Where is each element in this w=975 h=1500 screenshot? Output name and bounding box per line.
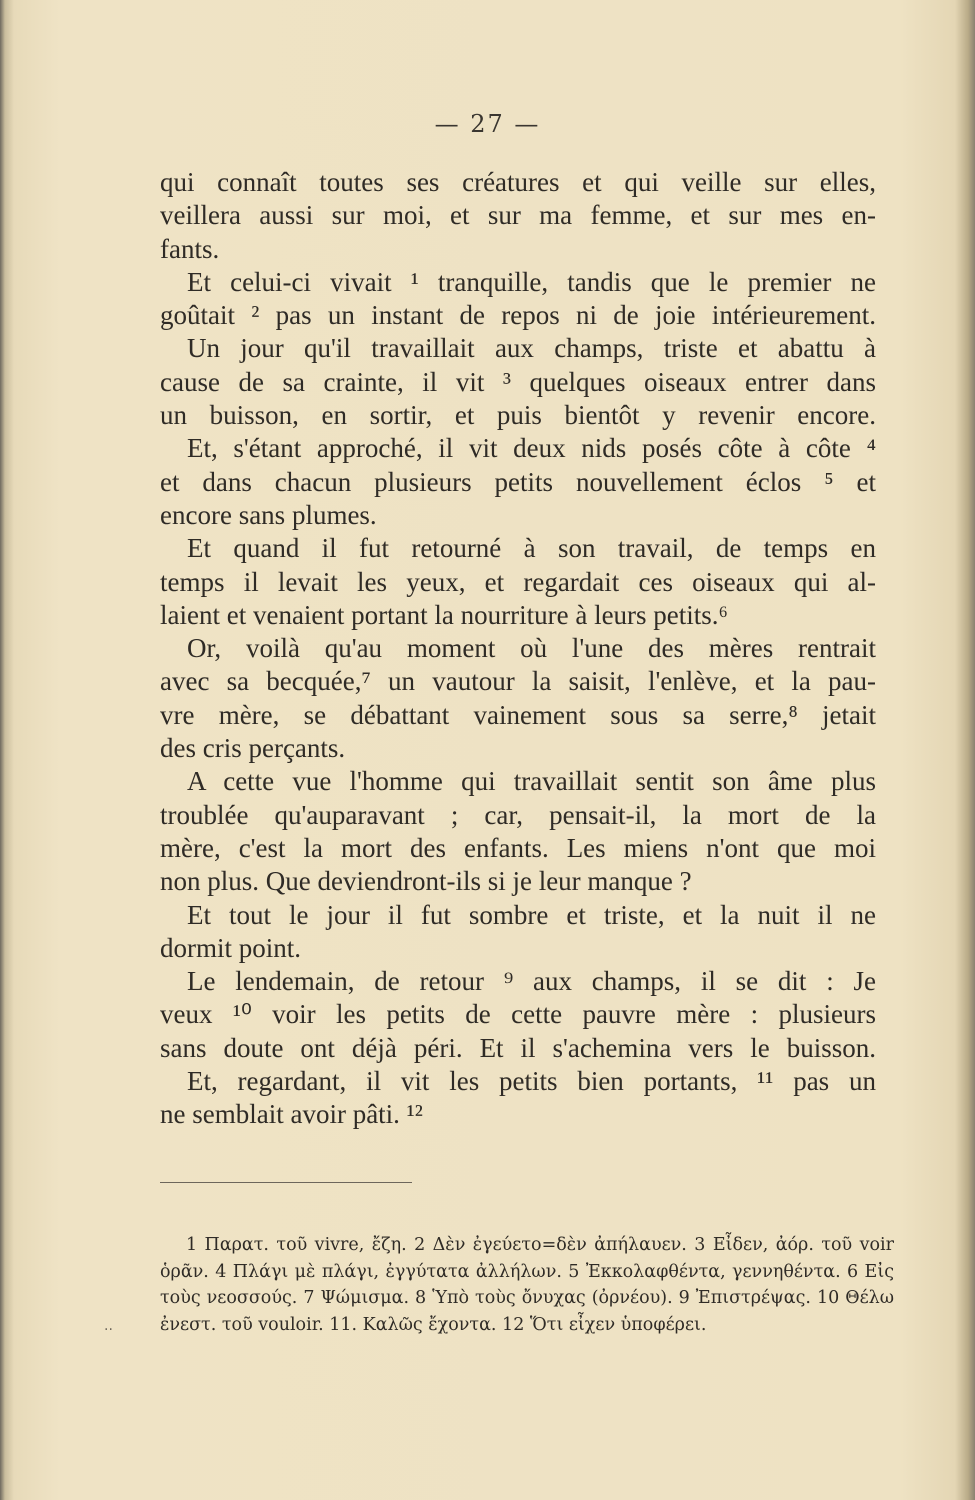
text-line: et dans chacun plusieurs petits nouvellement éclos ⁵ et: [160, 466, 876, 497]
text-line: Et tout le jour il fut sombre et triste, et la nuit il ne: [187, 899, 876, 930]
text-line: un buisson, en sortir, et puis bientôt y revenir encore.: [160, 400, 876, 431]
text-line: Et celui-ci vivait ¹ tranquille, tandis que le premier ne: [187, 266, 876, 297]
text-line: cause de sa crainte, il vit ³ quelques oiseaux entrer dans: [160, 366, 876, 397]
text-line: laient et venaient portant la nourriture à leurs petits.⁶: [160, 599, 728, 630]
footnote-line: ἐνεστ. τοῦ vouloir. 11. Καλῶς ἔχοντα. 12 Ὅτι εἶχεν ὑποφέρει.: [160, 1314, 707, 1335]
text-line: non plus. Que deviendront-ils si je leur manque ?: [160, 866, 692, 897]
text-line: veux ¹⁰ voir les petits de cette pauvre mère : plusieurs: [160, 999, 876, 1030]
text-line: ne semblait avoir pâti. ¹²: [160, 1099, 423, 1130]
text-line: Et quand il fut retourné à son travail, de temps en: [187, 533, 876, 564]
margin-mark: ··: [104, 1322, 113, 1338]
text-line: fants.: [160, 233, 220, 264]
footnote-line: τοὺς νεοσσούς. 7 Ψώμισμα. 8 Ὑπὸ τοὺς ὄνυχας (ὀρνέου). 9 Ἐπιστρέψας. 10 Θέλω: [160, 1288, 894, 1308]
body-text: [160, 166, 876, 1132]
text-line: dormit point.: [160, 932, 301, 963]
text-line: goûtait ² pas un instant de repos ni de joie intérieurement.: [160, 300, 876, 331]
text-line: Un jour qu'il travaillait aux champs, triste et abattu à: [187, 333, 876, 364]
text-line: sans doute ont déjà péri. Et il s'achemina vers le buisson.: [160, 1032, 876, 1063]
footnote-separator: [160, 1182, 412, 1183]
text-line: Or, voilà qu'au moment où l'une des mères rentrait: [187, 633, 876, 664]
text-line: avec sa becquée,⁷ un vautour la saisit, l'enlève, et la pau-: [160, 666, 876, 697]
text-line: Le lendemain, de retour ⁹ aux champs, il se dit : Je: [187, 966, 876, 997]
text-line: Et, s'étant approché, il vit deux nids posés côte à côte ⁴: [187, 433, 876, 464]
text-line: qui connaît toutes ses créatures et qui veille sur elles,: [160, 167, 876, 197]
footnote-line: 1 Παρατ. τοῦ vivre, ἔζη. 2 Δὲν ἐγεύετο=δὲν ἀπήλαυεν. 3 Εἶδεν, ἀόρ. τοῦ voir: [186, 1235, 894, 1255]
page-number: — 27 —: [434, 110, 541, 138]
text-line: mère, c'est la mort des enfants. Les miens n'ont que moi: [160, 832, 876, 863]
text-line: troublée qu'auparavant ; car, pensait-il, la mort de la: [160, 799, 876, 830]
text-line: des cris perçants.: [160, 733, 346, 764]
text-line: veillera aussi sur moi, et sur ma femme, et sur mes en-: [160, 200, 876, 231]
text-line: Et, regardant, il vit les petits bien portants, ¹¹ pas un: [187, 1066, 876, 1097]
text-line: encore sans plumes.: [160, 499, 377, 530]
footnotes: [160, 1232, 894, 1338]
text-line: vre mère, se débattant vainement sous sa serre,⁸ jetait: [160, 699, 876, 730]
text-line: temps il levait les yeux, et regardait ces oiseaux qui al-: [160, 566, 876, 597]
text-line: A cette vue l'homme qui travaillait sentit son âme plus: [187, 766, 876, 797]
footnote-line: ὁρᾶν. 4 Πλάγι μὲ πλάγι, ἐγγύτατα ἀλλήλων. 5 Ἐκκολαφθέντα, γεννηθέντα. 6 Εἰς: [160, 1261, 894, 1282]
